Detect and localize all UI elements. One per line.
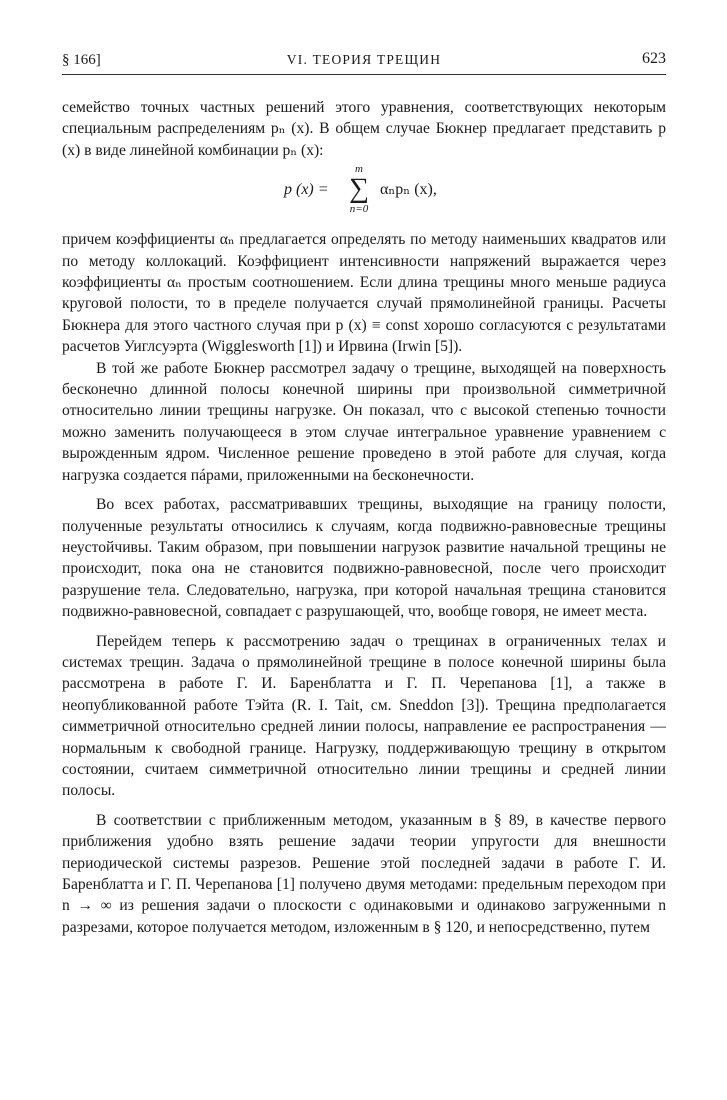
summation-sign (344, 163, 374, 215)
page-body (62, 97, 666, 938)
paragraph: причем коэффициенты αₙ предлагается определять по методу наименьших квадратов или по методу коллокаций. Коэффициент интенсивности напряжений выражается через коэффициенты αₙ простым соотношением. Если длина трещины много меньше радиуса круговой полости, то в пределе получается случай прямолинейной границы. Расчеты Бюкнера для этого частного случая при p (x) ≡ const хорошо согласуются с результатами расчетов Уиглсуэрта (Wigglesworth [1]) и Ирвина (Irwin [5]). (62, 231, 666, 356)
running-header (62, 48, 666, 75)
page (62, 48, 666, 938)
sum-upper-limit: m (355, 163, 363, 176)
page-number: 623 (642, 50, 666, 67)
section-reference: § 166] (62, 52, 101, 68)
paragraph: В той же работе Бюкнер рассмотрел задачу о трещине, выходящей на поверхность бесконечно длинной полосы конечной ширины при произвольной симметричной относительно линии трещины нагрузке. Он показал, что с высокой степенью точности можно заменить получающееся в этом случае интегральное уравнение уравнением с вырожденным ядром. Численное решение проведено в этой работе для случая, когда нагрузка создается пáрами, приложенными на бесконечности. (62, 359, 666, 484)
paragraph: семейство точных частных решений этого уравнения, соответствующих некоторым специальным распределениям pₙ (x). В общем случае Бюкнер предлагает представить p (x) в виде линейной комбинации pₙ (x): (62, 99, 666, 159)
sum-lower-limit: n=0 (349, 203, 369, 216)
formula-rhs: αₙpₙ (x), (380, 181, 437, 199)
paragraph: Во всех работах, рассматривавших трещины, выходящие на границу полости, полученные результаты относились к случаям, когда подвижно-равновесные трещины неустойчивы. Таким образом, при повышении нагрузок развитие начальной трещины не происходит, пока она не становится подвижно-равновесной, после чего происходит разрушение тела. Следовательно, нагрузка, при которой начальная трещина становится подвижно-равновесной, совпадает с разрушающей, что, вообще говоря, не имеет места. (62, 496, 666, 621)
paragraph: Перейдем теперь к рассмотрению задач о трещинах в ограниченных телах и системах трещин. Задача о прямолинейной трещине в полосе конечной ширины была рассмотрена в работе Г. И. Баренблатта и Г. П. Черепанова [1], а также в неопубликованной работе Тэйта (R. I. Tait, см. Sneddon [3]). Трещина предполагается симметричной относительно средней линии полосы, направление ее распространения — нормальным к свободной границе. Нагрузку, поддерживающую трещину в открытом состоянии, считаем симметричной относительно линии трещины и средней линии полосы. (62, 632, 666, 800)
formula-lhs: p (x) = (284, 181, 329, 199)
chapter-title: VI. ТЕОРИЯ ТРЕЩИН (286, 52, 442, 67)
sigma-icon: ∑ (349, 173, 369, 205)
summation-formula (62, 163, 666, 225)
paragraph: В соответствии с приближенным методом, указанным в § 89, в качестве первого приближения удобно взять решение задачи теории упругости для внешности периодической системы разрезов. Решение этой последней задачи в работе Г. И. Баренблатта и Г. П. Черепанова [1] получено двумя методами: предельным переходом при n → ∞ из решения задачи о плоскости с одинаковыми и одинаково загруженными n разрезами, которое получается методом, изложенным в § 120, и непосредственно, путем (62, 811, 666, 936)
